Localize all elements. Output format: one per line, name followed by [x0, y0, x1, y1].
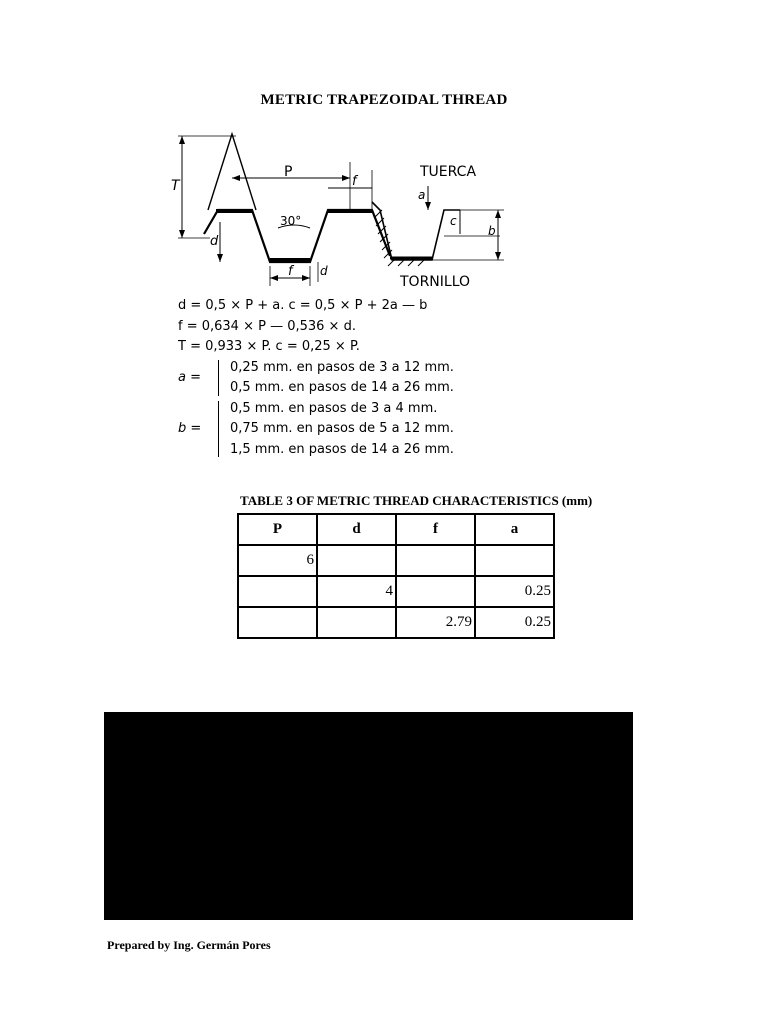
column-header: f: [396, 514, 475, 545]
table-cell: 0.25: [475, 607, 554, 638]
thread-profile-drawing: [160, 126, 520, 296]
formula-line-1: d = 0,5 × P + a. c = 0,5 × P + 2a — b: [178, 298, 428, 313]
thread-characteristics-table: [237, 513, 555, 639]
formula-b-group: [178, 399, 518, 461]
table-header-row: [238, 514, 554, 545]
formula-a-group: [178, 358, 518, 399]
column-header: d: [317, 514, 396, 545]
table-caption: TABLE 3 OF METRIC THREAD CHARACTERISTICS (mm): [240, 493, 593, 508]
label-b: b: [488, 224, 496, 238]
table-cell: [317, 545, 396, 576]
label-d: d: [210, 234, 219, 249]
table-cell: [396, 545, 475, 576]
thread-formulas: [178, 296, 518, 461]
table-cell: [396, 576, 475, 607]
label-P: P: [284, 164, 293, 180]
label-a: a: [418, 188, 426, 202]
column-header: P: [238, 514, 317, 545]
formula-b-row: 0,75 mm. en pasos de 5 a 12 mm.: [230, 421, 454, 436]
column-header: a: [475, 514, 554, 545]
formula-a-rows: [230, 358, 454, 399]
formula-line-3: T = 0,933 × P. c = 0,25 × P.: [178, 339, 360, 354]
table-row: [238, 545, 554, 576]
table-cell: [475, 545, 554, 576]
formula-b-label: b =: [178, 420, 202, 436]
label-tuerca: TUERCA: [420, 164, 477, 180]
table-cell: 0.25: [475, 576, 554, 607]
formula-a-label: a =: [178, 369, 201, 385]
table-cell: [238, 576, 317, 607]
table-cell: 4: [317, 576, 396, 607]
page-title: METRIC TRAPEZOIDAL THREAD: [260, 92, 508, 108]
table-cell: 6: [238, 545, 317, 576]
label-c: c: [450, 214, 457, 228]
table-row: [238, 576, 554, 607]
label-f-top: f: [352, 174, 357, 189]
redacted-image-block: [104, 712, 633, 920]
label-T: T: [171, 178, 180, 194]
formula-a-row: 0,25 mm. en pasos de 3 a 12 mm.: [230, 359, 454, 375]
label-f-bottom: f: [288, 264, 293, 279]
label-angle: 30°: [280, 214, 302, 228]
table-cell: [238, 607, 317, 638]
table-row: [238, 607, 554, 638]
formula-a-bracket: [218, 360, 219, 396]
formula-b-row: 0,5 mm. en pasos de 3 a 4 mm.: [230, 400, 438, 416]
footer-credit: Prepared by Ing. Germán Pores: [107, 938, 271, 952]
formula-b-rows: [230, 399, 454, 461]
formula-b-row: 1,5 mm. en pasos de 14 a 26 mm.: [230, 441, 454, 457]
formula-line-2: f = 0,634 × P — 0,536 × d.: [178, 318, 356, 334]
label-tornillo: TORNILLO: [400, 274, 471, 290]
formula-b-bracket: [218, 401, 219, 457]
table-cell: [317, 607, 396, 638]
table-cell: 2.79: [396, 607, 475, 638]
formula-a-row: 0,5 mm. en pasos de 14 a 26 mm.: [230, 380, 454, 395]
label-d-bottom: d: [320, 264, 328, 278]
